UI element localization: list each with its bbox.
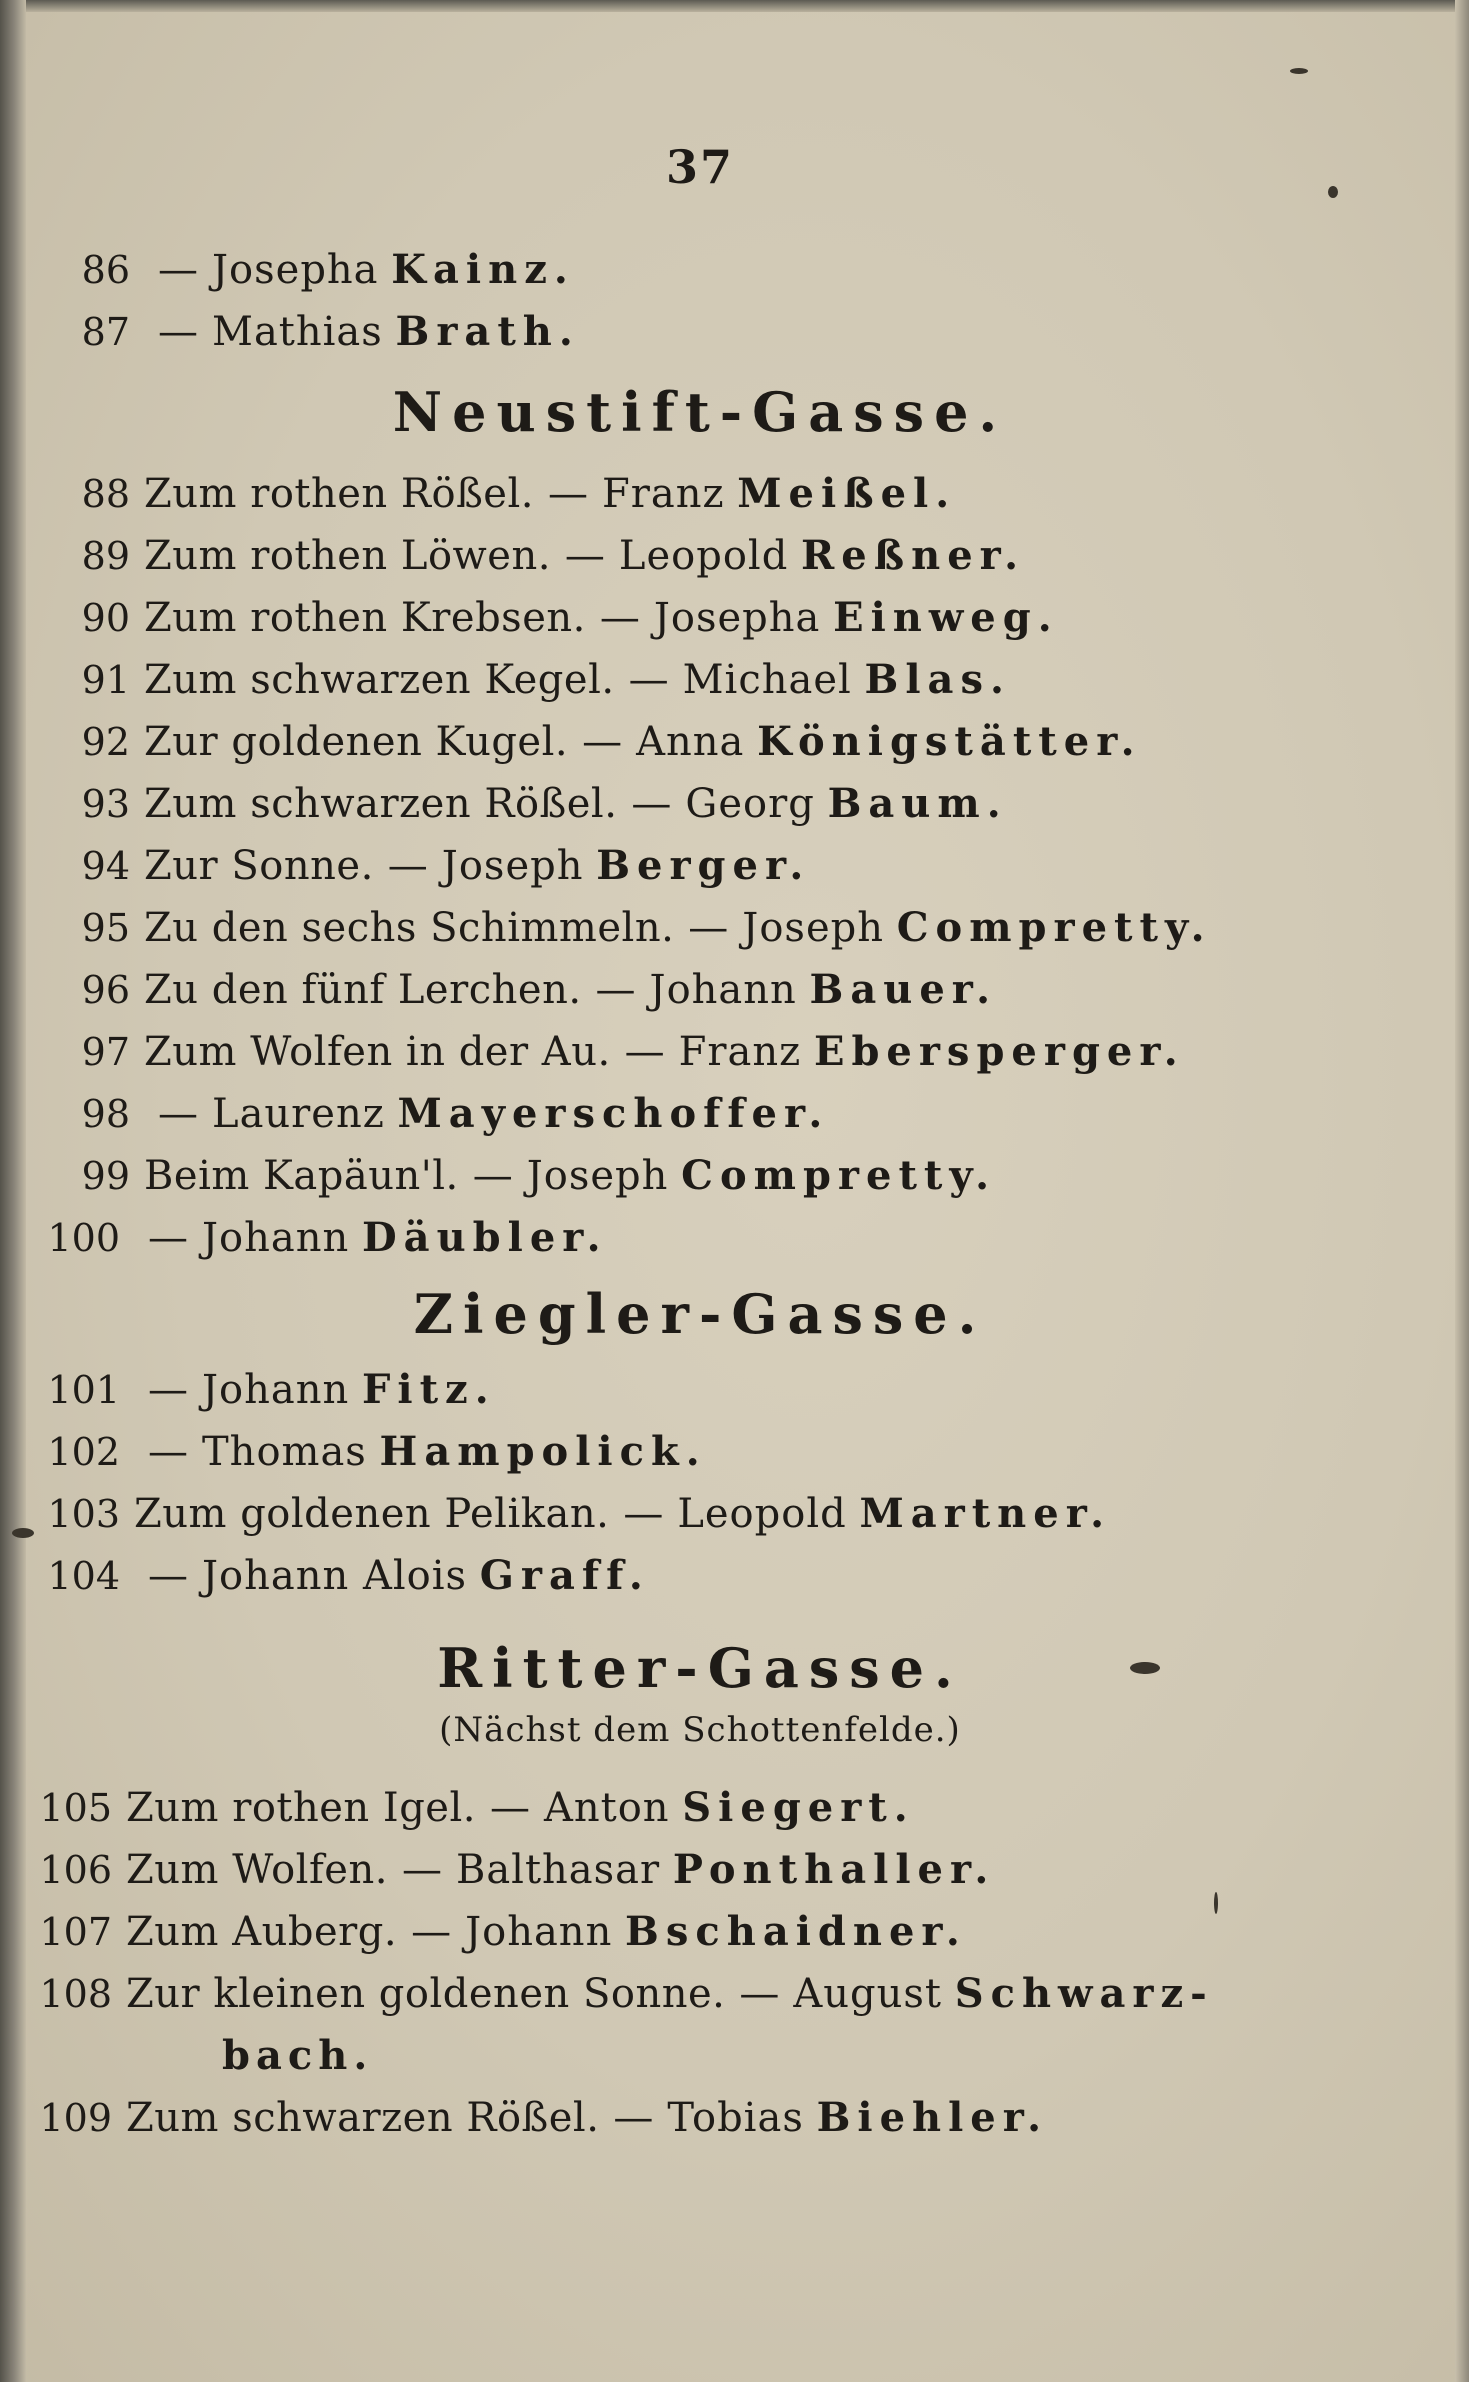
house-number: 104 bbox=[47, 1554, 120, 1598]
dash: — bbox=[158, 247, 198, 293]
owner-first-name: Johann bbox=[465, 1909, 613, 1955]
list-item bbox=[40, 304, 580, 360]
owner-surname: Meißel. bbox=[737, 470, 957, 517]
owner-surname: Compretty. bbox=[896, 904, 1212, 951]
dash: — bbox=[623, 1491, 664, 1537]
owner-first-name: Johann bbox=[202, 1367, 350, 1413]
list-item bbox=[40, 900, 1212, 956]
owner-first-name: Josepha bbox=[212, 247, 379, 293]
dash: — bbox=[148, 1215, 188, 1261]
surname-continuation: bach. bbox=[222, 2032, 374, 2079]
inn-sign: Zu den sechs Schimmeln. bbox=[144, 905, 675, 951]
owner-surname: Berger. bbox=[596, 842, 811, 889]
dash: — bbox=[489, 1785, 530, 1831]
owner-first-name: Johann bbox=[649, 967, 797, 1013]
inn-sign: Zum rothen Rößel. bbox=[144, 471, 534, 517]
house-number: 106 bbox=[39, 1848, 112, 1892]
house-number: 98 bbox=[81, 1092, 130, 1136]
owner-first-name: Joseph bbox=[526, 1153, 669, 1199]
dash: — bbox=[547, 471, 588, 517]
street-subheading: (Nächst dem Schottenfelde.) bbox=[439, 1710, 961, 1750]
list-item bbox=[30, 1210, 608, 1266]
owner-first-name: Anton bbox=[543, 1785, 670, 1831]
house-number: 90 bbox=[81, 596, 130, 640]
inn-sign: Zur Sonne. bbox=[144, 843, 374, 889]
owner-surname: Mayerschoffer. bbox=[397, 1090, 830, 1137]
inn-sign: Zum schwarzen Rößel. bbox=[144, 781, 618, 827]
dash: — bbox=[387, 843, 428, 889]
list-item bbox=[40, 962, 997, 1018]
owner-first-name: Joseph bbox=[742, 905, 884, 951]
owner-surname: Königstätter. bbox=[757, 718, 1142, 765]
owner-surname: Baum. bbox=[827, 780, 1008, 827]
owner-first-name: Anna bbox=[636, 719, 745, 765]
house-number: 97 bbox=[81, 1030, 130, 1074]
dash: — bbox=[631, 781, 672, 827]
paper-speck bbox=[1214, 1892, 1218, 1914]
owner-first-name: Mathias bbox=[212, 309, 383, 355]
owner-first-name: Thomas bbox=[202, 1429, 367, 1475]
page-number: 37 bbox=[665, 140, 734, 194]
owner-surname: Siegert. bbox=[682, 1784, 915, 1831]
house-number: 86 bbox=[81, 248, 130, 292]
inn-sign: Zur kleinen goldenen Sonne. bbox=[126, 1971, 726, 2017]
list-item bbox=[22, 1904, 967, 1960]
owner-surname: Reßner. bbox=[801, 532, 1025, 579]
dash: — bbox=[472, 1153, 513, 1199]
list-item bbox=[30, 1424, 707, 1480]
owner-first-name: Franz bbox=[601, 471, 725, 517]
inn-sign: Zum Auberg. bbox=[126, 1909, 398, 1955]
list-item bbox=[30, 1362, 496, 1418]
owner-surname: Ponthaller. bbox=[672, 1846, 996, 1893]
list-item bbox=[22, 1842, 995, 1898]
owner-first-name: Georg bbox=[685, 781, 815, 827]
dash: — bbox=[158, 1091, 198, 1137]
dash: — bbox=[582, 719, 623, 765]
inn-sign: Zum Wolfen in der Au. bbox=[144, 1029, 611, 1075]
house-number: 89 bbox=[81, 534, 130, 578]
dash: — bbox=[595, 967, 636, 1013]
dash: — bbox=[148, 1429, 188, 1475]
inn-sign: Zum rothen Igel. bbox=[126, 1785, 476, 1831]
inn-sign: Zum goldenen Pelikan. bbox=[134, 1491, 610, 1537]
owner-surname: Blas. bbox=[864, 656, 1011, 703]
house-number: 107 bbox=[39, 1910, 112, 1954]
dash: — bbox=[148, 1367, 188, 1413]
dash: — bbox=[628, 657, 669, 703]
inn-sign: Zum schwarzen Rößel. bbox=[126, 2095, 600, 2141]
house-number: 96 bbox=[81, 968, 130, 1012]
page-edge-right bbox=[1455, 0, 1469, 2382]
owner-surname: Hampolick. bbox=[379, 1428, 707, 1475]
owner-surname: Bschaidner. bbox=[625, 1908, 967, 1955]
owner-surname: Einweg. bbox=[833, 594, 1059, 641]
owner-first-name: Leopold bbox=[677, 1491, 847, 1537]
owner-first-name: Laurenz bbox=[212, 1091, 385, 1137]
owner-surname: Bauer. bbox=[809, 966, 998, 1013]
owner-first-name: Joseph bbox=[441, 843, 584, 889]
list-item bbox=[22, 2090, 1048, 2146]
list-item bbox=[40, 590, 1059, 646]
list-item bbox=[40, 1086, 829, 1142]
list-item bbox=[30, 1486, 1111, 1542]
dash: — bbox=[613, 2095, 654, 2141]
list-item bbox=[40, 528, 1025, 584]
owner-first-name: Franz bbox=[678, 1029, 802, 1075]
inn-sign: Zum schwarzen Kegel. bbox=[144, 657, 615, 703]
owner-first-name: August bbox=[793, 1971, 942, 2017]
paper-speck bbox=[1290, 68, 1308, 74]
house-number: 99 bbox=[81, 1154, 130, 1198]
house-number: 105 bbox=[39, 1786, 112, 1830]
owner-surname: Kainz. bbox=[391, 246, 575, 293]
dash: — bbox=[158, 309, 198, 355]
list-item bbox=[40, 466, 956, 522]
owner-surname: Biehler. bbox=[816, 2094, 1049, 2141]
house-number: 88 bbox=[81, 472, 130, 516]
list-item bbox=[40, 1024, 1185, 1080]
owner-surname: Martner. bbox=[859, 1490, 1112, 1537]
owner-first-name: Balthasar bbox=[455, 1847, 661, 1893]
list-item bbox=[40, 776, 1008, 832]
owner-surname: Däubler. bbox=[361, 1214, 608, 1261]
street-heading: Ziegler-Gasse. bbox=[413, 1282, 987, 1346]
dash: — bbox=[411, 1909, 452, 1955]
house-number: 101 bbox=[47, 1368, 120, 1412]
dash: — bbox=[401, 1847, 442, 1893]
inn-sign: Zu den fünf Lerchen. bbox=[144, 967, 582, 1013]
page-edge-top bbox=[0, 0, 1469, 12]
owner-first-name: Johann Alois bbox=[202, 1553, 468, 1599]
street-heading: Neustift-Gasse. bbox=[392, 380, 1008, 444]
list-item bbox=[30, 1548, 650, 1604]
dash: — bbox=[688, 905, 729, 951]
owner-surname: Brath. bbox=[395, 308, 580, 355]
list-item bbox=[22, 1966, 1214, 2022]
street-heading: Ritter-Gasse. bbox=[437, 1636, 963, 1700]
inn-sign: Zum rothen Krebsen. bbox=[144, 595, 586, 641]
dash: — bbox=[599, 595, 640, 641]
house-number: 91 bbox=[81, 658, 130, 702]
house-number: 109 bbox=[39, 2096, 112, 2140]
house-number: 87 bbox=[81, 310, 130, 354]
house-number: 95 bbox=[81, 906, 130, 950]
owner-first-name: Michael bbox=[682, 657, 852, 703]
owner-first-name: Tobias bbox=[667, 2095, 804, 2141]
owner-first-name: Johann bbox=[202, 1215, 350, 1261]
owner-surname: Fitz. bbox=[361, 1366, 496, 1413]
owner-first-name: Josepha bbox=[653, 595, 821, 641]
list-item bbox=[40, 242, 575, 298]
owner-surname: Schwarz- bbox=[954, 1970, 1214, 2017]
house-number: 103 bbox=[47, 1492, 120, 1536]
list-item bbox=[40, 1148, 996, 1204]
inn-sign: Beim Kapäun'l. bbox=[144, 1153, 459, 1199]
page-edge-left bbox=[0, 0, 26, 2382]
paper-speck bbox=[1328, 186, 1338, 198]
dash: — bbox=[624, 1029, 665, 1075]
dash: — bbox=[148, 1553, 188, 1599]
house-number: 108 bbox=[39, 1972, 112, 2016]
inn-sign: Zum Wolfen. bbox=[126, 1847, 388, 1893]
owner-first-name: Leopold bbox=[618, 533, 789, 579]
dash: — bbox=[739, 1971, 780, 2017]
owner-surname: Graff. bbox=[479, 1552, 650, 1599]
list-item bbox=[22, 1780, 915, 1836]
house-number: 102 bbox=[47, 1430, 120, 1474]
list-item bbox=[40, 652, 1011, 708]
inn-sign: Zum rothen Löwen. bbox=[144, 533, 551, 579]
owner-surname: Ebersperger. bbox=[813, 1028, 1185, 1075]
house-number: 93 bbox=[81, 782, 130, 826]
dash: — bbox=[564, 533, 605, 579]
house-number: 92 bbox=[81, 720, 130, 764]
list-item bbox=[40, 838, 810, 894]
owner-surname: Compretty. bbox=[681, 1152, 996, 1199]
house-number: 100 bbox=[47, 1216, 120, 1260]
house-number: 94 bbox=[81, 844, 130, 888]
list-item bbox=[40, 714, 1142, 770]
inn-sign: Zur goldenen Kugel. bbox=[144, 719, 569, 765]
